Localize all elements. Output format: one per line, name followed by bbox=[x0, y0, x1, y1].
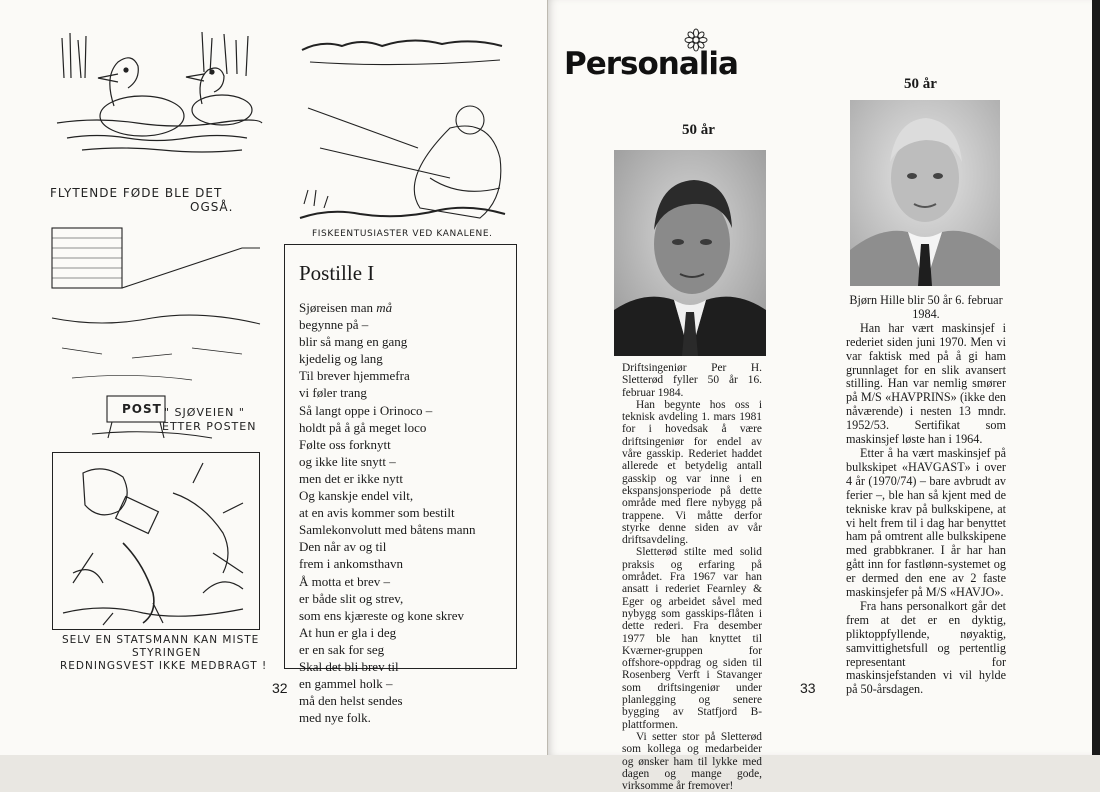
splash-drawing bbox=[53, 453, 259, 629]
poem-line: og ikke lite snytt – bbox=[299, 453, 396, 469]
right-column-heading: 50 år bbox=[904, 76, 937, 92]
portrait-photo-hille bbox=[850, 100, 1000, 286]
left-column-text bbox=[622, 362, 762, 792]
fishing-drawing bbox=[300, 28, 505, 226]
right-column-text bbox=[846, 294, 1006, 697]
cartoon-splash-panel bbox=[52, 452, 260, 630]
poem-line: men det er ikke nytt bbox=[299, 470, 403, 486]
poem-line: må den helst sendes bbox=[299, 693, 403, 709]
ducks-caption-line-2: OGSÅ. bbox=[190, 200, 234, 214]
paragraph: Han har vært maskinsjef i rederiet siden juni 1970. Men vi var faktisk med på å gi ham grunnlaget for en slik avansert stilling. Han var nemlig smører på M/S «HAVPRINS» (ikke den nåværende) i nesten 13 mndr. 1952/53. Sertifikat som maskinsjef løste han i 1964. bbox=[846, 320, 1006, 447]
cartoon-fishing-panel bbox=[300, 28, 505, 226]
page-number-left: 32 bbox=[272, 680, 288, 696]
ducks-caption-line-1: FLYTENDE FØDE BLE DET bbox=[50, 186, 223, 200]
poem-line: er en sak for seg bbox=[299, 641, 385, 657]
poem-italic-word: må bbox=[376, 300, 393, 315]
poem-line: Til brever hjemmefra bbox=[299, 368, 410, 384]
poem-line: frem i ankomsthavn bbox=[299, 556, 403, 572]
poem-line: holdt på å gå meget loco bbox=[299, 419, 427, 435]
masthead-title: Personalia bbox=[564, 46, 738, 82]
poem-line: blir så mang en gang bbox=[299, 334, 408, 350]
poem-line: vi føler trang bbox=[299, 385, 367, 401]
left-page bbox=[0, 0, 548, 755]
page-number-right: 33 bbox=[800, 680, 816, 696]
mailbox-caption-line-2: ETTER POSTEN bbox=[162, 420, 257, 433]
paragraph: Sletterød stilte med solid praksis og erfaring på området. Fra 1967 var han ansatt i rederiet Fearnley & Eger og arbeidet såvel med nybygg som gasskips-flåten i dette rederi. Fra desember 1977 ble han knyttet til Kværner-gruppen for offshore-oppdrag og siden til Rosenberg Verft i Stavanger som driftsingeniør under planlegging og senere bygging av Statfjord B-plattformen. bbox=[622, 546, 762, 731]
poem-line: med nye folk. bbox=[299, 710, 371, 726]
mailbox-sign: POST bbox=[122, 402, 162, 416]
poem-line: Så langt oppe i Orinoco – bbox=[299, 402, 433, 418]
paragraph: Vi setter stor på Sletterød som kollega og medarbeider og ønsker ham til lykke med dagen og mange gode, virksomme år fremover! bbox=[622, 730, 762, 792]
poem-line: kjedelig og lang bbox=[299, 351, 383, 367]
poem-line: Samlekonvolutt med båtens mann bbox=[299, 522, 476, 538]
poem-box bbox=[284, 244, 517, 726]
paragraph: Bjørn Hille blir 50 år 6. februar 1984. bbox=[849, 293, 1003, 321]
poem-line: en gammel holk – bbox=[299, 676, 393, 692]
paragraph: Fra hans personalkort går det frem at det er en dyktig, pliktoppfyllende, nøyaktig, samvittighetsfull og pertentlig representant for maskinsjefstanden vi vil hylde på 50-årsdagen. bbox=[846, 598, 1006, 697]
paragraph: Etter å ha vært maskinsjef på bulkskipet «HAVGAST» i over 4 år (1970/74) – bare avbrudt av ferier –, ble han så kjent med de tekniske krav på bulkskipene, at vi helt frem til i dag har benyttet ham på omtrent alle bulkskipene med grabbkraner. I år har han gått inn for fastlønn-systemet og er dermed den ene av 2 faste maskinsjefer på M/S «HAVJO». bbox=[846, 445, 1006, 600]
ducks-drawing bbox=[52, 28, 262, 158]
poem-title: Postille I bbox=[299, 261, 375, 285]
poem-line: at en avis kommer som bestilt bbox=[299, 505, 455, 521]
portrait-photo-sletterod bbox=[614, 150, 766, 356]
portrait-drawing bbox=[850, 100, 1000, 286]
poem-line: som ens kjæreste og kone skrev bbox=[299, 607, 465, 623]
mailbox-caption-line-1: " SJØVEIEN " bbox=[164, 406, 245, 419]
cartoon-ducks-panel bbox=[52, 28, 262, 158]
poem-line: begynne på – bbox=[299, 317, 369, 333]
poem-line: Skal det bli brev til bbox=[299, 658, 399, 674]
splash-caption-line-2: STYRINGEN bbox=[132, 647, 202, 659]
poem-line: At hun er gla i deg bbox=[299, 624, 397, 640]
poem-line: Den når av og til bbox=[299, 539, 387, 555]
right-page bbox=[548, 0, 1100, 792]
portrait-drawing bbox=[614, 150, 766, 356]
fishing-caption: FISKEENTUSIASTER VED KANALENE. bbox=[312, 229, 493, 239]
splash-caption-line-1: SELV EN STATSMANN KAN MISTE bbox=[62, 634, 260, 646]
poem-line: Å motta et brev – bbox=[299, 573, 390, 589]
splash-caption-line-3: REDNINGSVEST IKKE MEDBRAGT ! bbox=[60, 660, 268, 672]
paragraph: Han begynte hos oss i teknisk avdeling 1. mars 1981 for i hovedsak å være driftsingeniør for endel av våre gasskip. Rederiet haddet allerede et betydelig antall gasskip og var inne i en ekspansjonsperiode på dette område med flere nybygg på trappene. Vi måtte derfor styrke denne siden av vår driftsavdeling. bbox=[622, 398, 762, 547]
masthead bbox=[564, 28, 744, 84]
poem-line-1: Sjøreisen man må bbox=[299, 300, 393, 315]
left-column-heading: 50 år bbox=[682, 122, 715, 138]
poem-line: er både slit og strev, bbox=[299, 590, 404, 606]
poem-line: Og kanskje endel vilt, bbox=[299, 488, 414, 504]
paragraph: Driftsingeniør Per H. Sletterød fyller 50 år 16. februar 1984. bbox=[622, 362, 762, 399]
poem-line: Følte oss forknytt bbox=[299, 436, 391, 452]
